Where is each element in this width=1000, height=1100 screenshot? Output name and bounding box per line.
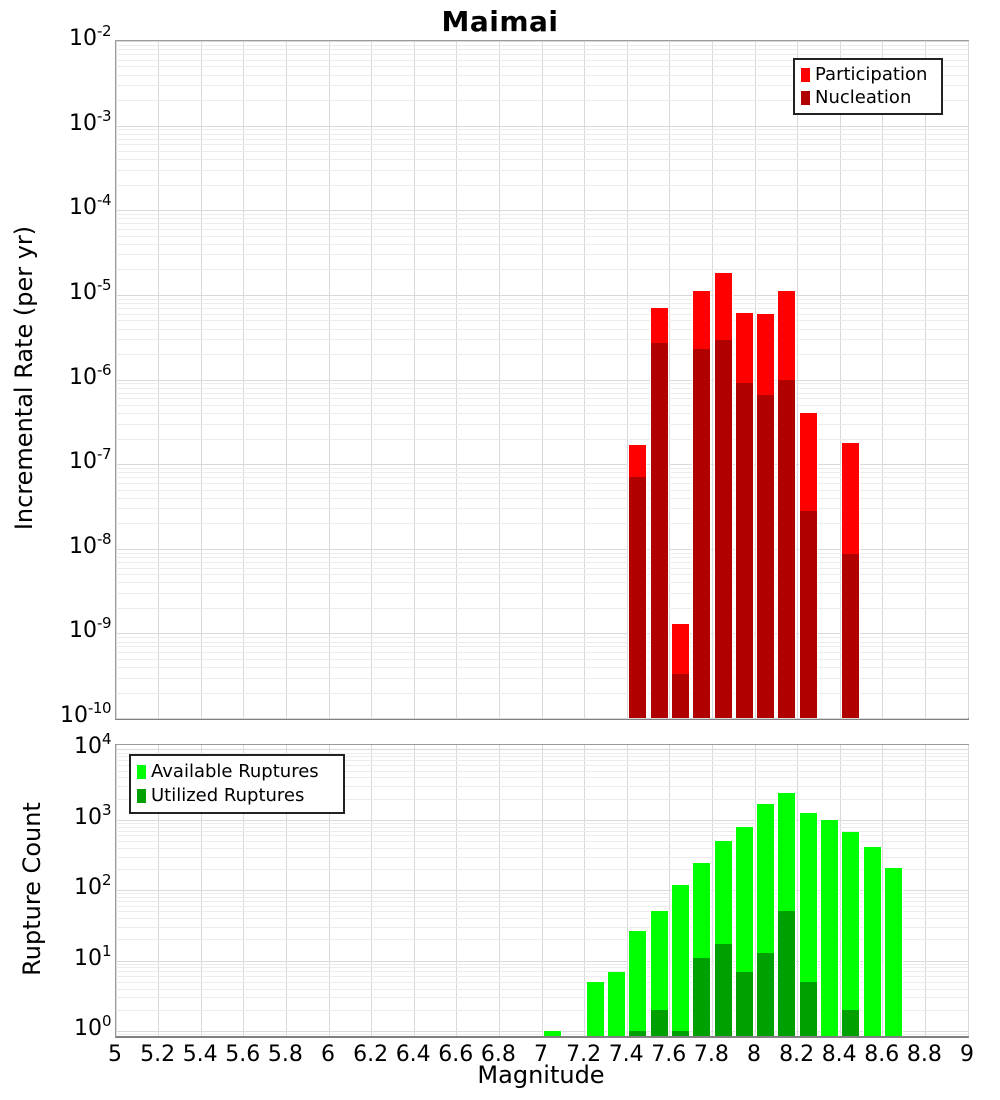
available-swatch-icon	[137, 765, 146, 779]
y-minor-gridline	[116, 835, 968, 836]
y-minor-gridline	[116, 964, 968, 965]
y-minor-gridline	[116, 424, 968, 425]
y-tick-label: $10^{-4}$	[69, 191, 111, 221]
available-bar	[607, 972, 626, 1037]
legend-label: Available Ruptures	[151, 760, 319, 782]
y-minor-gridline	[116, 329, 968, 330]
y-minor-gridline	[116, 982, 968, 983]
legend-item-available	[137, 761, 337, 783]
y-tick-label: $10^4$	[73, 730, 111, 760]
y-minor-gridline	[116, 568, 968, 569]
rate-legend	[793, 58, 943, 115]
y-minor-gridline	[116, 54, 968, 55]
x-tick-label: 8.2	[779, 1042, 815, 1067]
y-major-gridline	[116, 961, 968, 962]
y-minor-gridline	[116, 398, 968, 399]
y-major-gridline	[116, 718, 968, 719]
y-tick-label: $10^1$	[73, 941, 111, 971]
y-minor-gridline	[116, 498, 968, 499]
y-minor-gridline	[116, 693, 968, 694]
y-minor-gridline	[116, 308, 968, 309]
y-minor-gridline	[116, 151, 968, 152]
nucleation-bar	[799, 511, 818, 718]
utilized-bar	[628, 1031, 647, 1036]
x-tick-label: 8.8	[906, 1042, 942, 1067]
participation-swatch-icon	[801, 68, 810, 82]
y-minor-gridline	[116, 593, 968, 594]
available-bar	[820, 820, 839, 1036]
x-tick-label: 8.4	[821, 1042, 857, 1067]
y-minor-gridline	[116, 927, 968, 928]
x-tick-label: 6.4	[395, 1042, 431, 1067]
legend-label: Participation	[815, 63, 928, 85]
legend-item-utilized	[137, 785, 337, 807]
y-tick-label: $10^{-10}$	[60, 699, 111, 728]
x-tick-label: 5.4	[182, 1042, 218, 1067]
y-major-gridline	[116, 41, 968, 42]
x-tick-label: 5.6	[225, 1042, 261, 1067]
y-tick-label: $10^{-7}$	[69, 445, 111, 475]
y-minor-gridline	[116, 667, 968, 668]
utilized-bar	[692, 958, 711, 1036]
available-bar	[543, 1031, 562, 1036]
count-y-axis-title: Rupture Count	[18, 802, 46, 976]
y-minor-gridline	[116, 574, 968, 575]
y-tick-label: $10^{-2}$	[69, 22, 111, 51]
utilized-bar	[671, 1031, 690, 1036]
y-major-gridline	[116, 820, 968, 821]
y-minor-gridline	[116, 848, 968, 849]
y-minor-gridline	[116, 299, 968, 300]
y-minor-gridline	[116, 159, 968, 160]
y-minor-gridline	[116, 214, 968, 215]
utilized-bar	[799, 982, 818, 1036]
y-minor-gridline	[116, 244, 968, 245]
x-tick-label: 8.6	[864, 1042, 900, 1067]
y-minor-gridline	[116, 637, 968, 638]
x-tick-label: 5	[108, 1042, 122, 1067]
utilized-bar	[650, 1010, 669, 1036]
y-minor-gridline	[116, 897, 968, 898]
available-bar	[841, 832, 860, 1036]
x-tick-label: 5.2	[140, 1042, 176, 1067]
x-tick-label: 8	[747, 1042, 761, 1067]
y-major-gridline	[116, 295, 968, 296]
y-minor-gridline	[116, 129, 968, 130]
y-minor-gridline	[116, 869, 968, 870]
chart-title: Maimai	[441, 5, 559, 38]
y-minor-gridline	[116, 857, 968, 858]
x-tick-label: 6	[321, 1042, 335, 1067]
y-minor-gridline	[116, 223, 968, 224]
y-major-gridline	[116, 890, 968, 891]
y-minor-gridline	[116, 170, 968, 171]
utilized-bar	[735, 972, 754, 1037]
y-minor-gridline	[116, 49, 968, 50]
y-minor-gridline	[116, 354, 968, 355]
y-minor-gridline	[116, 139, 968, 140]
y-minor-gridline	[116, 893, 968, 894]
y-minor-gridline	[116, 678, 968, 679]
legend-item-participation	[801, 64, 935, 86]
available-bar	[586, 982, 605, 1036]
y-minor-gridline	[116, 989, 968, 990]
y-minor-gridline	[116, 45, 968, 46]
legend-label: Utilized Ruptures	[151, 785, 305, 807]
count-legend	[129, 754, 345, 814]
y-major-gridline	[116, 126, 968, 127]
y-minor-gridline	[116, 841, 968, 842]
y-minor-gridline	[116, 1034, 968, 1035]
y-minor-gridline	[116, 269, 968, 270]
y-minor-gridline	[116, 439, 968, 440]
utilized-swatch-icon	[137, 789, 146, 803]
y-minor-gridline	[116, 901, 968, 902]
nucleation-bar	[650, 343, 669, 718]
y-minor-gridline	[116, 303, 968, 304]
y-minor-gridline	[116, 608, 968, 609]
y-minor-gridline	[116, 911, 968, 912]
y-minor-gridline	[116, 483, 968, 484]
y-minor-gridline	[116, 906, 968, 907]
y-major-gridline	[116, 1031, 968, 1032]
x-tick-label: 7	[534, 1042, 548, 1067]
legend-item-nucleation	[801, 87, 935, 109]
y-tick-label: $10^3$	[73, 800, 111, 830]
y-minor-gridline	[116, 413, 968, 414]
x-axis-title: Magnitude	[477, 1061, 605, 1089]
y-minor-gridline	[116, 388, 968, 389]
y-major-gridline	[116, 464, 968, 465]
y-major-gridline	[116, 549, 968, 550]
y-minor-gridline	[116, 508, 968, 509]
nucleation-bar	[714, 340, 733, 718]
nucleation-bar	[756, 395, 775, 718]
nucleation-bar	[671, 674, 690, 718]
x-tick-label: 7.4	[608, 1042, 644, 1067]
nucleation-bar	[777, 380, 796, 719]
x-tick-label: 7.2	[566, 1042, 602, 1067]
available-bar	[671, 885, 690, 1036]
nucleation-bar	[735, 383, 754, 718]
y-minor-gridline	[116, 918, 968, 919]
utilized-bar	[777, 911, 796, 1036]
available-bar	[884, 868, 903, 1037]
nucleation-bar	[841, 554, 860, 718]
available-bar	[863, 847, 882, 1036]
y-tick-label: $10^{-9}$	[69, 614, 111, 644]
y-minor-gridline	[116, 254, 968, 255]
y-minor-gridline	[116, 314, 968, 315]
rate-y-axis-title: Incremental Rate (per yr)	[10, 225, 38, 531]
y-minor-gridline	[116, 553, 968, 554]
available-bar	[628, 931, 647, 1036]
y-minor-gridline	[116, 659, 968, 660]
y-minor-gridline	[116, 939, 968, 940]
y-minor-gridline	[116, 468, 968, 469]
y-minor-gridline	[116, 967, 968, 968]
utilized-bar	[841, 1010, 860, 1036]
y-minor-gridline	[116, 393, 968, 394]
utilized-bar	[714, 944, 733, 1036]
y-tick-label: $10^2$	[73, 871, 111, 901]
y-tick-label: $10^0$	[73, 1012, 111, 1041]
rate-plot-area	[115, 40, 969, 720]
y-tick-label: $10^{-6}$	[69, 360, 111, 390]
y-minor-gridline	[116, 823, 968, 824]
y-minor-gridline	[116, 144, 968, 145]
y-minor-gridline	[116, 405, 968, 406]
y-minor-gridline	[116, 827, 968, 828]
x-tick-label: 5.8	[267, 1042, 303, 1067]
y-minor-gridline	[116, 185, 968, 186]
y-minor-gridline	[116, 976, 968, 977]
x-tick-label: 7.6	[651, 1042, 687, 1067]
y-minor-gridline	[116, 472, 968, 473]
y-tick-label: $10^{-3}$	[69, 106, 111, 136]
y-minor-gridline	[116, 646, 968, 647]
legend-label: Nucleation	[815, 87, 912, 109]
y-minor-gridline	[116, 642, 968, 643]
y-minor-gridline	[116, 236, 968, 237]
y-minor-gridline	[116, 383, 968, 384]
y-minor-gridline	[116, 134, 968, 135]
x-tick-label: 6.6	[438, 1042, 474, 1067]
x-tick-label: 9	[960, 1042, 974, 1067]
x-tick-label: 6.2	[353, 1042, 389, 1067]
y-minor-gridline	[116, 1010, 968, 1011]
y-minor-gridline	[116, 490, 968, 491]
nucleation-bar	[628, 477, 647, 718]
nucleation-swatch-icon	[801, 91, 810, 105]
utilized-bar	[756, 953, 775, 1036]
y-minor-gridline	[116, 523, 968, 524]
y-minor-gridline	[116, 997, 968, 998]
x-tick-label: 6.8	[480, 1042, 516, 1067]
x-tick-label: 7.8	[693, 1042, 729, 1067]
y-tick-label: $10^{-5}$	[69, 275, 111, 305]
nucleation-bar	[692, 349, 711, 718]
y-minor-gridline	[116, 562, 968, 563]
y-major-gridline	[116, 749, 968, 750]
y-minor-gridline	[116, 652, 968, 653]
y-minor-gridline	[116, 557, 968, 558]
y-minor-gridline	[116, 218, 968, 219]
y-tick-label: $10^{-8}$	[69, 529, 111, 559]
y-minor-gridline	[116, 320, 968, 321]
y-minor-gridline	[116, 229, 968, 230]
y-minor-gridline	[116, 582, 968, 583]
y-minor-gridline	[116, 477, 968, 478]
y-minor-gridline	[116, 831, 968, 832]
y-major-gridline	[116, 380, 968, 381]
y-minor-gridline	[116, 971, 968, 972]
y-major-gridline	[116, 633, 968, 634]
y-major-gridline	[116, 210, 968, 211]
y-minor-gridline	[116, 339, 968, 340]
